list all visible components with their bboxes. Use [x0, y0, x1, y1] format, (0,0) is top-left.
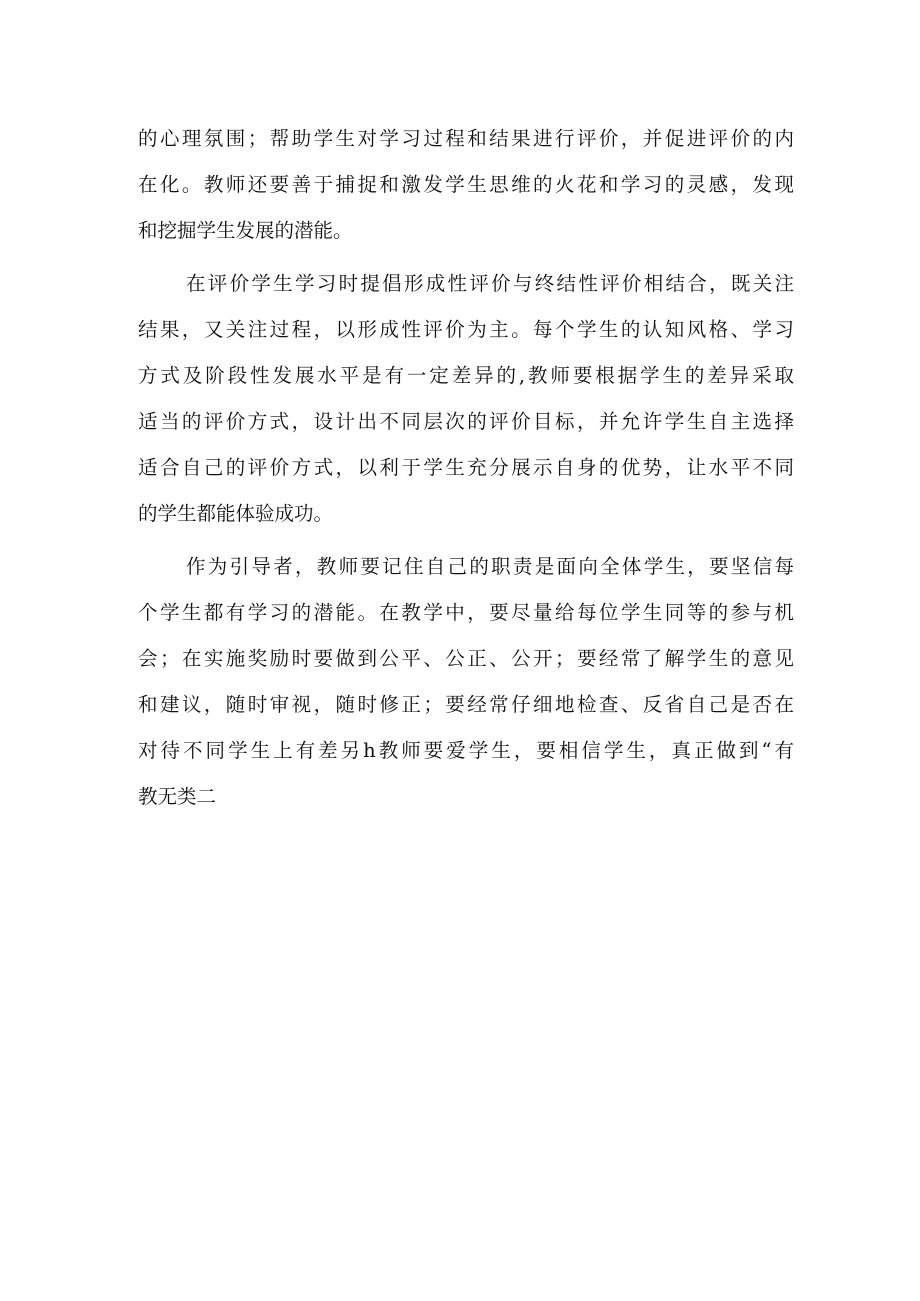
text-line: 适合自己的评价方式，以利于学生充分展示自身的优势，让水平不同 [138, 456, 794, 479]
paragraph-gap [138, 537, 794, 544]
text-line: 的学生都能体验成功。 [138, 502, 334, 525]
text-line: 在化。教师还要善于捕捉和激发学生思维的火花和学习的灵感，发现 [138, 173, 794, 196]
text-line: 教无类二 [138, 785, 217, 808]
text-line: 的心理氛围；帮助学生对学习过程和结果进行评价，并促进评价的内 [138, 127, 794, 150]
text-line: 作为引导者，教师要记住自己的职责是面向全体学生，要坚信每 [186, 555, 794, 578]
text-line: 结果，又关注过程，以形成性评价为主。每个学生的认知风格、学习 [138, 318, 794, 341]
text-line: 会；在实施奖励时要做到公平、公正、公开；要经常了解学生的意见 [138, 647, 794, 670]
paragraph-2 [138, 261, 794, 537]
document-body [138, 116, 794, 820]
text-line: 个学生都有学习的潜能。在教学中，要尽量给每位学生同等的参与机 [138, 601, 794, 624]
text-line: 和建议，随时审视，随时修正；要经常仔细地检查、反省自己是否在 [138, 693, 794, 716]
text-line: 适当的评价方式，设计出不同层次的评价目标，并允许学生自主选择 [138, 410, 794, 433]
text-line: 对待不同学生上有差另h教师要爱学生，要相信学生，真正做到“有 [138, 739, 794, 762]
paragraph-3 [138, 544, 794, 820]
text-line: 在评价学生学习时提倡形成性评价与终结性评价相结合，既关注 [186, 272, 794, 295]
text-line: 和挖掘学生发展的潜能。 [138, 219, 353, 242]
text-line: 方式及阶段性发展水平是有一定差异的,教师要根据学生的差异采取 [138, 364, 794, 387]
paragraph-gap [138, 254, 794, 261]
paragraph-1 [138, 116, 794, 254]
